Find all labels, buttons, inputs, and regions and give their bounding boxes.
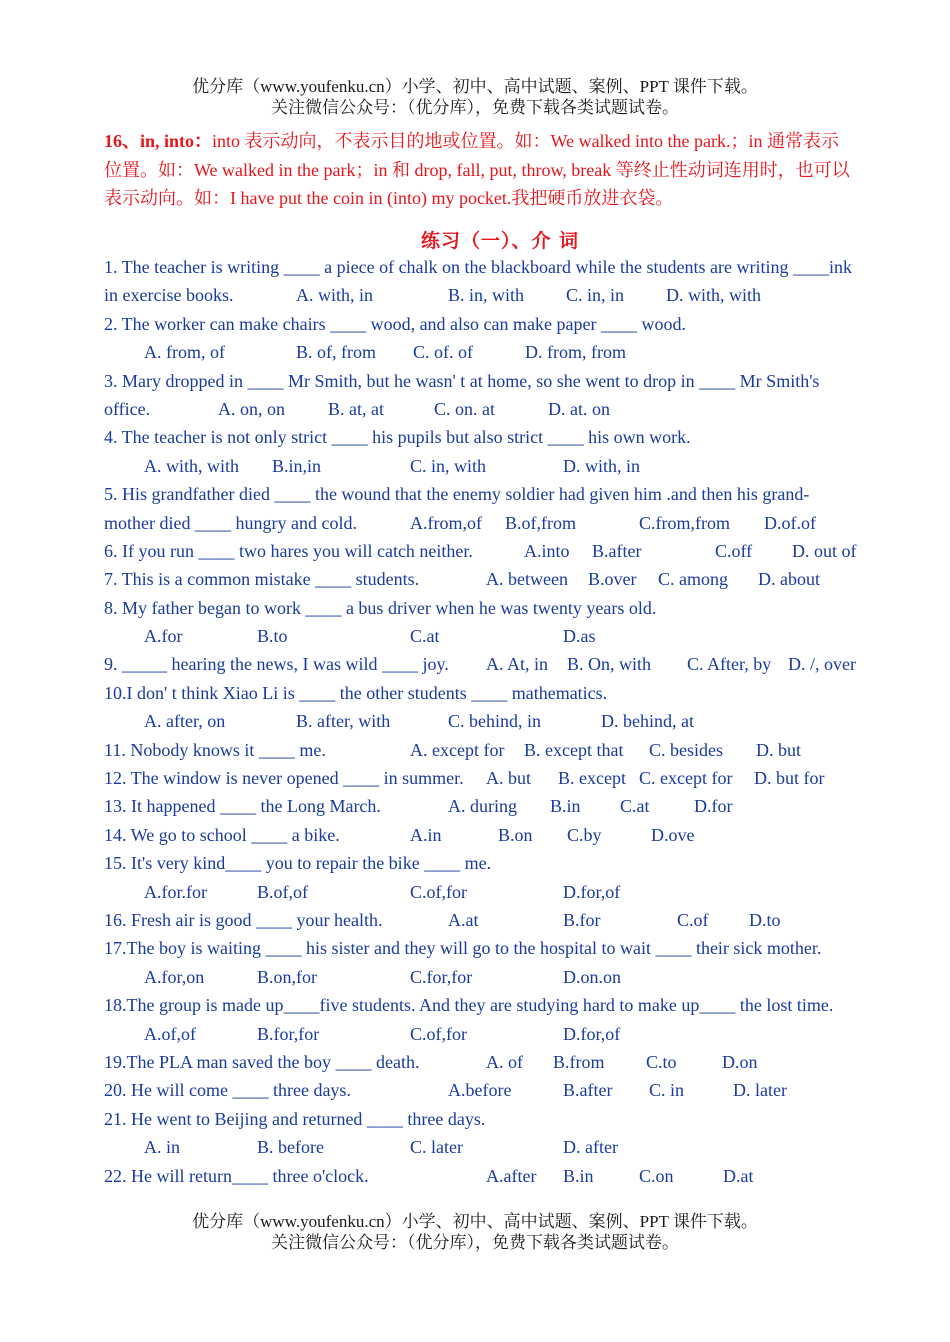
question-stem: 13. It happened ____ the Long March. xyxy=(104,796,381,817)
footer-line-2: 关注微信公众号：（优分库），免费下载各类试题试卷。 xyxy=(271,1233,679,1252)
exercise-line xyxy=(104,707,904,735)
exercise-line xyxy=(104,1105,904,1133)
answer-option: D. but for xyxy=(754,768,825,789)
answer-option: D.for,of xyxy=(563,1023,621,1044)
page-header xyxy=(0,76,950,118)
answer-option: C.of,for xyxy=(410,881,467,902)
answer-option: A.before xyxy=(448,1080,512,1101)
answer-option: D.at xyxy=(723,1165,754,1186)
answer-option: B.in xyxy=(563,1165,594,1186)
answer-option: D.on xyxy=(722,1051,758,1072)
answer-option: A. with, in xyxy=(296,285,374,306)
answer-option: B.to xyxy=(257,626,288,647)
exercise-line xyxy=(104,650,904,678)
answer-option: B. On, with xyxy=(567,654,652,675)
question-text: 4. The teacher is not only strict ____ his pupils but also strict ____ his own work. xyxy=(104,427,691,448)
answer-option: B.from xyxy=(553,1051,605,1072)
exercise-line xyxy=(104,480,904,508)
question-stem: 16. Fresh air is good ____ your health. xyxy=(104,909,383,930)
note-line-2: 位置。如：We walked in the park；in 和 drop, fall, put, throw, break 等终止性动词连用时，也可以 xyxy=(104,159,850,180)
question-text: 21. He went to Beijing and returned ____ three days. xyxy=(104,1108,486,1129)
answer-option: D.to xyxy=(749,909,781,930)
answer-option: D. with, with xyxy=(666,285,762,306)
answer-option: A. with, with xyxy=(144,455,240,476)
exercise-line xyxy=(104,622,904,650)
answer-option: A. At, in xyxy=(486,654,549,675)
answer-option: A.from,of xyxy=(410,512,482,533)
answer-option: B.of,from xyxy=(505,512,576,533)
exercise-line xyxy=(104,423,904,451)
answer-option: A. after, on xyxy=(144,711,226,732)
answer-option: C.on xyxy=(639,1165,674,1186)
answer-option: A. except for xyxy=(410,739,505,760)
answer-option: B.on,for xyxy=(257,966,317,987)
question-text: 1. The teacher is writing ____ a piece of chalk on the blackboard while the students are writing ____ink xyxy=(104,257,852,277)
answer-option: B.of,of xyxy=(257,881,308,902)
answer-option: C. behind, in xyxy=(448,711,541,732)
answer-option: C. besides xyxy=(649,739,723,760)
page-footer xyxy=(0,1211,950,1253)
note-line-1: into 表示动向，不表示目的地或位置。如：We walked into the park.；in 通常表示 xyxy=(212,131,840,151)
question-text: 17.The boy is waiting ____ his sister and they will go to the hospital to wait ____ their sick mother. xyxy=(104,938,822,959)
answer-option: B.over xyxy=(588,569,637,590)
question-list xyxy=(104,253,904,1190)
note-heading: 16、in, into： xyxy=(104,131,213,151)
exercise-line xyxy=(104,537,904,565)
answer-option: C.at xyxy=(620,796,650,817)
answer-option: C.to xyxy=(646,1051,677,1072)
answer-option: C. in xyxy=(649,1080,685,1101)
answer-option: D. but xyxy=(756,739,801,760)
question-stem: 14. We go to school ____ a bike. xyxy=(104,824,340,845)
answer-option: D. after xyxy=(563,1137,618,1158)
answer-option: D.as xyxy=(563,626,596,647)
answer-option: D. /, over xyxy=(788,654,856,675)
exercise-line xyxy=(104,1048,904,1076)
answer-option: B.after xyxy=(563,1080,613,1101)
answer-option: B.in xyxy=(550,796,581,817)
exercise-line xyxy=(104,1076,904,1104)
header-line-1: 优分库（www.youfenku.cn）小学、初中、高中试题、案例、PPT 课件下载。 xyxy=(192,77,758,96)
question-text: 10.I don' t think Xiao Li is ____ the other students ____ mathematics. xyxy=(104,682,608,703)
exercise-line xyxy=(104,452,904,480)
answer-option: D.ove xyxy=(651,824,695,845)
answer-option: C. in, in xyxy=(566,285,625,306)
answer-option: C.from,from xyxy=(639,512,730,533)
answer-option: D. with, in xyxy=(563,455,641,476)
answer-option: A. on, on xyxy=(218,398,285,419)
answer-option: C. After, by xyxy=(687,654,772,675)
header-line-2: 关注微信公众号：（优分库），免费下载各类试题试卷。 xyxy=(271,98,679,117)
answer-option: C.for,for xyxy=(410,966,473,987)
answer-option: C. except for xyxy=(639,768,733,789)
exercise-line xyxy=(104,878,904,906)
exercise-line xyxy=(104,821,904,849)
question-text: 8. My father began to work ____ a bus driver when he was twenty years old. xyxy=(104,597,657,618)
exercise-line xyxy=(104,906,904,934)
question-stem: mother died ____ hungry and cold. xyxy=(104,512,357,533)
answer-option: B. after, with xyxy=(296,711,391,732)
answer-option: B. in, with xyxy=(448,285,525,306)
answer-option: A.for,on xyxy=(144,966,205,987)
question-stem: 20. He will come ____ three days. xyxy=(104,1080,351,1101)
answer-option: A. during xyxy=(448,796,517,817)
answer-option: A.into xyxy=(524,540,570,561)
question-stem: 9. _____ hearing the news, I was wild ____ joy. xyxy=(104,654,449,675)
answer-option: B. except that xyxy=(524,739,624,760)
answer-option: A.after xyxy=(486,1165,537,1186)
exercise-line xyxy=(104,594,904,622)
question-text: 2. The worker can make chairs ____ wood, and also can make paper ____ wood. xyxy=(104,313,686,334)
question-stem: 6. If you run ____ two hares you will catch neither. xyxy=(104,540,473,561)
answer-option: B.in,in xyxy=(272,455,322,476)
answer-option: B. before xyxy=(257,1137,324,1158)
answer-option: D. behind, at xyxy=(601,711,694,732)
exercise-line xyxy=(104,1020,904,1048)
answer-option: B.on xyxy=(498,824,533,845)
answer-option: D.for xyxy=(694,796,733,817)
answer-option: A.in xyxy=(410,824,442,845)
answer-option: D.of.of xyxy=(764,512,816,533)
answer-option: C.by xyxy=(567,824,602,845)
exercise-line xyxy=(104,1133,904,1161)
answer-option: A.of,of xyxy=(144,1023,196,1044)
answer-option: D. out of xyxy=(792,540,857,561)
exercise-line xyxy=(104,679,904,707)
answer-option: D.for,of xyxy=(563,881,621,902)
answer-option: D. from, from xyxy=(525,342,626,363)
answer-option: D. about xyxy=(758,569,820,590)
exercise-line xyxy=(104,367,904,395)
answer-option: A. of xyxy=(486,1051,523,1072)
exercise-line xyxy=(104,934,904,962)
answer-option: C.at xyxy=(410,626,440,647)
answer-option: D.on.on xyxy=(563,966,621,987)
answer-option: B. of, from xyxy=(296,342,376,363)
answer-option: C. in, with xyxy=(410,455,487,476)
question-stem: office. xyxy=(104,398,151,419)
exercise-line xyxy=(104,991,904,1019)
answer-option: C. later xyxy=(410,1137,463,1158)
answer-option: B. except xyxy=(558,768,626,789)
answer-option: A. between xyxy=(486,569,568,590)
exercise-line xyxy=(104,764,904,792)
answer-option: D. later xyxy=(733,1080,787,1101)
usage-note xyxy=(104,127,900,213)
question-stem: 7. This is a common mistake ____ students. xyxy=(104,569,420,590)
answer-option: A.for.for xyxy=(144,881,207,902)
exercise-line xyxy=(104,338,904,366)
answer-option: A. in xyxy=(144,1137,180,1158)
question-stem: 11. Nobody knows it ____ me. xyxy=(104,739,326,760)
question-stem: in exercise books. xyxy=(104,285,234,306)
answer-option: C.of,for xyxy=(410,1023,467,1044)
question-text: 3. Mary dropped in ____ Mr Smith, but he wasn' t at home, so she went to drop in ____ Mr Smith's xyxy=(104,370,820,391)
exercise-line xyxy=(104,736,904,764)
exercise-line xyxy=(104,792,904,820)
exercise-line xyxy=(104,253,904,281)
exercise-line xyxy=(104,963,904,991)
answer-option: A.for xyxy=(144,626,183,647)
exercise-line xyxy=(104,281,904,309)
question-text: 18.The group is made up____five students. And they are studying hard to make up____ the lost time. xyxy=(104,995,834,1016)
answer-option: C. among xyxy=(658,569,728,590)
exercise-line xyxy=(104,849,904,877)
question-text: 15. It's very kind____ you to repair the bike ____ me. xyxy=(104,853,492,874)
footer-line-1: 优分库（www.youfenku.cn）小学、初中、高中试题、案例、PPT 课件下载。 xyxy=(192,1212,758,1231)
question-stem: 19.The PLA man saved the boy ____ death. xyxy=(104,1051,420,1072)
answer-option: C.of xyxy=(677,909,709,930)
answer-option: D. at. on xyxy=(548,398,610,419)
question-text: 5. His grandfather died ____ the wound that the enemy soldier had given him .and then his grand- xyxy=(104,484,810,505)
question-stem: 22. He will return____ three o'clock. xyxy=(104,1165,369,1186)
exercise-line xyxy=(104,1162,904,1190)
exercise-title: 练习（一）、介 词 xyxy=(420,230,580,252)
note-line-3: 表示动向。如：I have put the coin in (into) my pocket.我把硬币放进衣袋。 xyxy=(104,188,674,208)
answer-option: B.after xyxy=(592,540,642,561)
answer-option: B. at, at xyxy=(328,398,384,419)
answer-option: A.at xyxy=(448,909,479,930)
exercise-line xyxy=(104,310,904,338)
answer-option: C.off xyxy=(715,540,753,561)
answer-option: A. but xyxy=(486,768,531,789)
answer-option: B.for,for xyxy=(257,1023,320,1044)
exercise-line xyxy=(104,565,904,593)
question-stem: 12. The window is never opened ____ in summer. xyxy=(104,768,464,789)
answer-option: C. of. of xyxy=(413,342,473,363)
exercise-line xyxy=(104,395,904,423)
answer-option: A. from, of xyxy=(144,342,225,363)
answer-option: C. on. at xyxy=(434,398,495,419)
exercise-line xyxy=(104,509,904,537)
answer-option: B.for xyxy=(563,909,601,930)
